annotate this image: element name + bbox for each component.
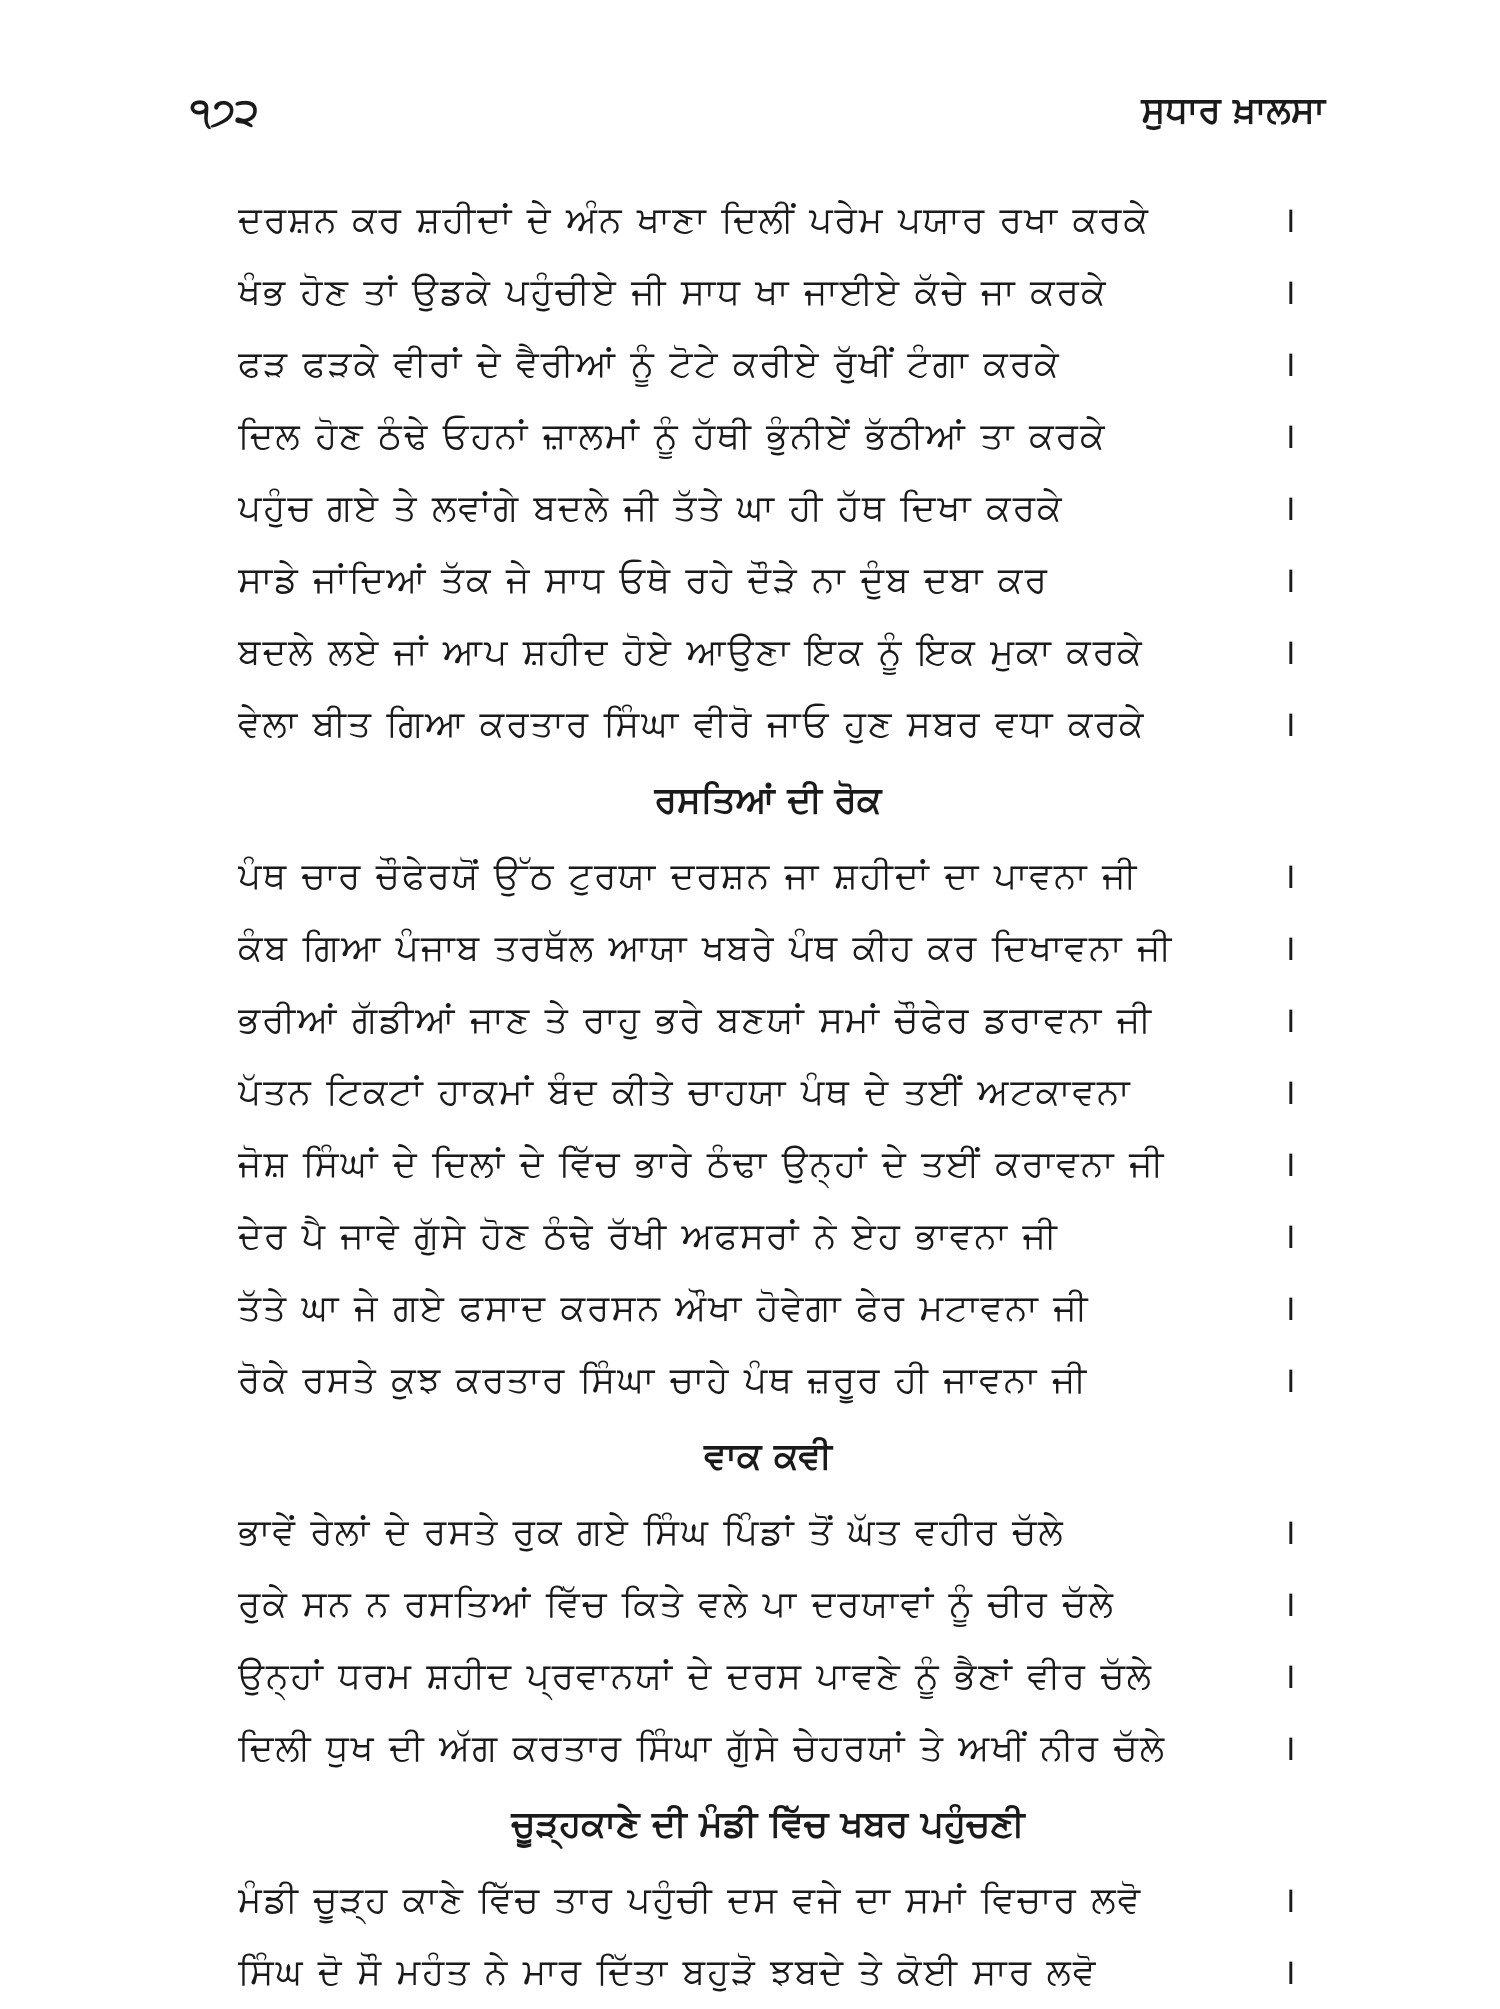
danda: । xyxy=(1282,632,1298,673)
verse-text: ਭਾਵੇਂ ਰੇਲਾਂ ਦੇ ਰਸਤੇ ਰੁਕ ਗਏ ਸਿੰਘ ਪਿੰਡਾਂ ਤੋਂ ਘੱਤ ਵਹੀਰ ਚੱਲੇ xyxy=(238,1512,1065,1553)
running-head xyxy=(190,90,1325,140)
stanza-mandi xyxy=(238,1865,1298,2009)
danda: । xyxy=(1282,1216,1298,1257)
verse-line xyxy=(238,1201,1298,1273)
verse-line xyxy=(238,329,1298,401)
danda: । xyxy=(1282,1880,1298,1921)
danda: । xyxy=(1282,1728,1298,1769)
danda: । xyxy=(1282,272,1298,313)
verse-line xyxy=(238,401,1298,473)
verse-line xyxy=(238,1057,1298,1129)
danda: । xyxy=(1282,344,1298,385)
danda: । xyxy=(1282,1584,1298,1625)
danda: । xyxy=(1282,1952,1298,1993)
section-heading-mandi: ਚੂੜ੍ਹਕਾਣੇ ਦੀ ਮੰਡੀ ਵਿੱਚ ਖਬਰ ਪਹੁੰਚਣੀ xyxy=(511,1804,1025,1845)
verse-text: ਰੋਕੇ ਰਸਤੇ ਕੁਝ ਕਰਤਾਰ ਸਿੰਘਾ ਚਾਹੇ ਪੰਥ ਜ਼ਰੂਰ ਹੀ ਜਾਵਨਾ ਜੀ xyxy=(238,1360,1089,1401)
verse-line xyxy=(238,617,1298,689)
danda: । xyxy=(1282,488,1298,529)
verse-text: ਪੱਤਨ ਟਿਕਟਾਂ ਹਾਕਮਾਂ ਬੰਦ ਕੀਤੇ ਚਾਹਯਾ ਪੰਥ ਦੇ ਤਈਂ ਅਟਕਾਵਨਾ xyxy=(238,1072,1132,1113)
danda: । xyxy=(1282,1072,1298,1113)
section-heading-rastian: ਰਸਤਿਆਂ ਦੀ ਰੋਕ xyxy=(654,780,882,821)
verse-text: ਖੰਭ ਹੋਣ ਤਾਂ ਉਡਕੇ ਪਹੁੰਚੀਏ ਜੀ ਸਾਧ ਖਾ ਜਾਈਏ ਕੱਚੇ ਜਾ ਕਰਕੇ xyxy=(238,272,1108,313)
verse-line xyxy=(238,1569,1298,1641)
stanza-intro xyxy=(238,185,1298,761)
verse-line xyxy=(238,913,1298,985)
verse-text: ਦੇਰ ਪੈ ਜਾਵੇ ਗੁੱਸੇ ਹੋਣ ਠੰਢੇ ਰੱਖੀ ਅਫਸਰਾਂ ਨੇ ਏਹ ਭਾਵਨਾ ਜੀ xyxy=(238,1216,1059,1257)
verse-text: ਸਾਡੇ ਜਾਂਦਿਆਂ ਤੱਕ ਜੇ ਸਾਧ ਓਥੇ ਰਹੇ ਦੌੜੇ ਨਾ ਦੁੰਬ ਦਬਾ ਕਰ xyxy=(238,560,1049,601)
verse-text: ਸਿੰਘ ਦੋ ਸੌ ਮਹੰਤ ਨੇ ਮਾਰ ਦਿੱਤਾ ਬਹੁੜੋ ਝਬਦੇ ਤੇ ਕੋਈ ਸਾਰ ਲਵੋ xyxy=(238,1952,1098,1993)
danda: । xyxy=(1282,560,1298,601)
verse-line xyxy=(238,1345,1298,1417)
verse-line xyxy=(238,1129,1298,1201)
verse-line xyxy=(238,473,1298,545)
verse-line xyxy=(238,985,1298,1057)
verse-text: ਭਰੀਆਂ ਗੱਡੀਆਂ ਜਾਣ ਤੇ ਰਾਹੁ ਭਰੇ ਬਣਯਾਂ ਸਮਾਂ ਚੌਫੇਰ ਡਰਾਵਨਾ ਜੀ xyxy=(238,1000,1154,1041)
danda: । xyxy=(1282,1000,1298,1041)
danda: । xyxy=(1282,1360,1298,1401)
verse-line xyxy=(238,1273,1298,1345)
verse-text: ਵੇਲਾ ਬੀਤ ਗਿਆ ਕਰਤਾਰ ਸਿੰਘਾ ਵੀਰੋ ਜਾਓ ਹੁਣ ਸਬਰ ਵਧਾ ਕਰਕੇ xyxy=(238,704,1146,745)
stanza-rastian xyxy=(238,841,1298,1417)
verse-line xyxy=(238,1937,1298,2009)
verse-line xyxy=(238,185,1298,257)
stanza-vak-kavi xyxy=(238,1497,1298,1785)
verse-text: ਫੜ ਫੜਕੇ ਵੀਰਾਂ ਦੇ ਵੈਰੀਆਂ ਨੂੰ ਟੋਟੇ ਕਰੀਏ ਰੁੱਖੀਂ ਟੰਗਾ ਕਰਕੇ xyxy=(238,344,1061,385)
page-number: ੧੭੨ xyxy=(190,90,259,134)
verse-line xyxy=(238,257,1298,329)
verse-text: ਉਨ੍ਹਾਂ ਧਰਮ ਸ਼ਹੀਦ ਪ੍ਰਵਾਨਯਾਂ ਦੇ ਦਰਸ ਪਾਵਣੇ ਨੂੰ ਭੈਣਾਂ ਵੀਰ ਚੱਲੇ xyxy=(238,1656,1154,1697)
danda: । xyxy=(1282,416,1298,457)
verse-text: ਦਰਸ਼ਨ ਕਰ ਸ਼ਹੀਦਾਂ ਦੇ ਅੰਨ ਖਾਣਾ ਦਿਲੀਂ ਪਰੇਮ ਪਯਾਰ ਰਖਾ ਕਰਕੇ xyxy=(238,200,1150,241)
verse-line xyxy=(238,689,1298,761)
body-text xyxy=(238,185,1298,2009)
verse-line xyxy=(238,1641,1298,1713)
verse-line xyxy=(238,1713,1298,1785)
verse-text: ਪੰਥ ਚਾਰ ਚੌਫੇਰਯੋਂ ਉੱਠ ਟੁਰਯਾ ਦਰਸ਼ਨ ਜਾ ਸ਼ਹੀਦਾਂ ਦਾ ਪਾਵਨਾ ਜੀ xyxy=(238,856,1139,897)
danda: । xyxy=(1282,1144,1298,1185)
danda: । xyxy=(1282,1288,1298,1329)
verse-text: ਦਿਲ ਹੋਣ ਠੰਢੇ ਓਹਨਾਂ ਜ਼ਾਲਮਾਂ ਨੂੰ ਹੱਥੀ ਭੁੰਨੀਏਂ ਭੱਠੀਆਂ ਤਾ ਕਰਕੇ xyxy=(238,416,1107,457)
verse-text: ਬਦਲੇ ਲਏ ਜਾਂ ਆਪ ਸ਼ਹੀਦ ਹੋਏ ਆਉਣਾ ਇਕ ਨੂੰ ਇਕ ਮੁਕਾ ਕਰਕੇ xyxy=(238,632,1144,673)
verse-text: ਪਹੁੰਚ ਗਏ ਤੇ ਲਵਾਂਗੇ ਬਦਲੇ ਜੀ ਤੱਤੇ ਘਾ ਹੀ ਹੱਥ ਦਿਖਾ ਕਰਕੇ xyxy=(238,488,1064,529)
verse-line xyxy=(238,1865,1298,1937)
verse-line xyxy=(238,841,1298,913)
verse-line xyxy=(238,1497,1298,1569)
verse-line xyxy=(238,545,1298,617)
danda: । xyxy=(1282,200,1298,241)
verse-text: ਮੰਡੀ ਚੂੜ੍ਹ ਕਾਣੇ ਵਿੱਚ ਤਾਰ ਪਹੁੰਚੀ ਦਸ ਵਜੇ ਦਾ ਸਮਾਂ ਵਿਚਾਰ ਲਵੋ xyxy=(238,1880,1143,1921)
section-heading-vak-kavi: ਵਾਕ ਕਵੀ xyxy=(704,1436,832,1477)
danda: । xyxy=(1282,1656,1298,1697)
verse-text: ਜੋਸ਼ ਸਿੰਘਾਂ ਦੇ ਦਿਲਾਂ ਦੇ ਵਿੱਚ ਭਾਰੇ ਠੰਢਾ ਉਨ੍ਹਾਂ ਦੇ ਤਈਂ ਕਰਾਵਨਾ ਜੀ xyxy=(238,1144,1166,1185)
danda: । xyxy=(1282,1512,1298,1553)
verse-text: ਤੱਤੇ ਘਾ ਜੇ ਗਏ ਫਸਾਦ ਕਰਸਨ ਔਖਾ ਹੋਵੇਗਾ ਫੇਰ ਮਟਾਵਨਾ ਜੀ xyxy=(238,1288,1090,1329)
danda: । xyxy=(1282,928,1298,969)
book-title: ਸੁਧਾਰ ਖ਼ਾਲਸਾ xyxy=(1141,90,1325,131)
danda: । xyxy=(1282,704,1298,745)
verse-text: ਰੁਕੇ ਸਨ ਨ ਰਸਤਿਆਂ ਵਿੱਚ ਕਿਤੇ ਵਲੇ ਪਾ ਦਰਯਾਵਾਂ ਨੂੰ ਚੀਰ ਚੱਲੇ xyxy=(238,1584,1115,1625)
danda: । xyxy=(1282,856,1298,897)
verse-text: ਦਿਲੀ ਧੁਖ ਦੀ ਅੱਗ ਕਰਤਾਰ ਸਿੰਘਾ ਗੁੱਸੇ ਚੇਹਰਯਾਂ ਤੇ ਅਖੀਂ ਨੀਰ ਚੱਲੇ xyxy=(238,1728,1167,1769)
verse-text: ਕੰਬ ਗਿਆ ਪੰਜਾਬ ਤਰਥੱਲ ਆਯਾ ਖਬਰੇ ਪੰਥ ਕੀਹ ਕਰ ਦਿਖਾਵਨਾ ਜੀ xyxy=(238,928,1174,969)
